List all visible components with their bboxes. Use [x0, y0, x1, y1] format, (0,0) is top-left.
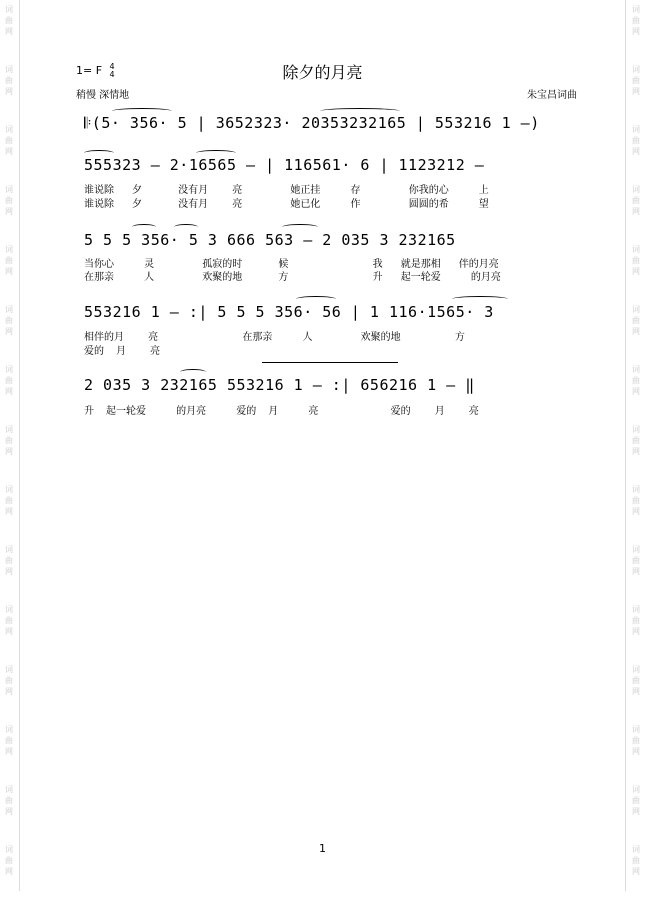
watermark-group: [2, 184, 16, 244]
watermark-char: 网: [632, 867, 640, 876]
watermark-char: 网: [632, 147, 640, 156]
watermark-char: 网: [5, 267, 13, 276]
watermark-group: [2, 124, 16, 184]
watermark-group: [2, 304, 16, 364]
watermark-char: 词: [632, 5, 640, 14]
lyric-row-4-verse-2: 爱的 月 亮: [84, 346, 161, 357]
watermark-group: [629, 304, 643, 364]
watermark-char: 词: [5, 245, 13, 254]
lyric-row-2-verse-2: 谁说除 夕 没有月 亮 她已化 作 圆圆的希 望: [84, 199, 489, 210]
watermark-group: [629, 124, 643, 184]
watermark-group: [629, 4, 643, 64]
watermark-char: 曲: [5, 676, 13, 685]
watermark-char: 网: [5, 207, 13, 216]
watermark-char: 曲: [5, 436, 13, 445]
watermark-char: 词: [632, 125, 640, 134]
slur: [174, 224, 198, 230]
watermark-group: [629, 364, 643, 424]
watermark-char: 网: [632, 27, 640, 36]
watermark-group: [629, 184, 643, 244]
page-number: 1: [319, 842, 326, 855]
watermark-group: [2, 244, 16, 304]
watermark-char: 网: [632, 207, 640, 216]
watermark-char: 词: [632, 665, 640, 674]
watermark-char: 曲: [632, 496, 640, 505]
watermark-char: 曲: [632, 676, 640, 685]
watermark-group: [629, 244, 643, 304]
time-sig-bottom: 4: [109, 70, 115, 79]
watermark-char: 网: [632, 267, 640, 276]
score-row-1: 𝄆(5· 356· 5 | 3652323· 20353232165 | 553216 1 —): [84, 114, 540, 132]
watermark-char: 网: [632, 807, 640, 816]
watermark-char: 曲: [632, 556, 640, 565]
watermark-group: [2, 664, 16, 724]
watermark-char: 网: [5, 327, 13, 336]
volta-bracket: [262, 362, 398, 366]
watermark-char: 曲: [632, 196, 640, 205]
watermark-right: [629, 0, 643, 891]
watermark-char: 网: [5, 147, 13, 156]
watermark-char: 曲: [632, 856, 640, 865]
watermark-char: 曲: [5, 616, 13, 625]
slur: [452, 296, 508, 302]
watermark-char: 曲: [5, 76, 13, 85]
watermark-char: 网: [5, 27, 13, 36]
slur: [196, 150, 236, 156]
watermark-char: 网: [632, 687, 640, 696]
watermark-char: 曲: [632, 436, 640, 445]
watermark-char: 曲: [632, 376, 640, 385]
watermark-char: 曲: [5, 496, 13, 505]
watermark-char: 曲: [632, 316, 640, 325]
watermark-char: 词: [5, 665, 13, 674]
watermark-char: 网: [5, 87, 13, 96]
watermark-char: 词: [5, 845, 13, 854]
watermark-char: 曲: [5, 556, 13, 565]
watermark-char: 网: [5, 687, 13, 696]
watermark-group: [629, 784, 643, 844]
watermark-group: [2, 424, 16, 484]
slur: [84, 150, 114, 156]
watermark-group: [629, 724, 643, 784]
watermark-group: [629, 604, 643, 664]
score-row-3: 5 5 5 356· 5 3 666 563 — 2 035 3 232165: [84, 231, 456, 249]
lyric-row-4-verse-1: 相伴的月 亮 在那亲 人 欢聚的地 方: [84, 332, 465, 343]
watermark-char: 曲: [632, 256, 640, 265]
right-margin-line: [625, 0, 626, 891]
watermark-char: 词: [5, 365, 13, 374]
watermark-left: [2, 0, 16, 891]
watermark-char: 词: [632, 785, 640, 794]
watermark-char: 词: [632, 485, 640, 494]
watermark-char: 曲: [5, 256, 13, 265]
song-title: 除夕的月亮: [282, 63, 363, 82]
watermark-char: 网: [632, 627, 640, 636]
watermark-char: 词: [5, 125, 13, 134]
slur: [112, 108, 172, 114]
watermark-group: [2, 604, 16, 664]
watermark-char: 网: [632, 447, 640, 456]
lyric-row-2-verse-1: 谁说除 夕 没有月 亮 她正挂 存 你我的心 上: [84, 185, 489, 196]
watermark-char: 网: [5, 627, 13, 636]
watermark-char: 词: [5, 65, 13, 74]
watermark-group: [629, 664, 643, 724]
watermark-char: 词: [5, 725, 13, 734]
watermark-char: 词: [632, 725, 640, 734]
lyric-row-3-verse-2: 在那亲 人 欢聚的地 方 升 起一轮爱 的月亮: [84, 272, 501, 283]
watermark-char: 曲: [632, 76, 640, 85]
watermark-group: [629, 484, 643, 544]
watermark-char: 曲: [5, 796, 13, 805]
watermark-char: 词: [632, 65, 640, 74]
score-row-2: 555323 — 2·16565 — | 116561· 6 | 1123212 —: [84, 156, 485, 174]
watermark-char: 网: [5, 747, 13, 756]
watermark-char: 曲: [632, 736, 640, 745]
watermark-char: 曲: [632, 16, 640, 25]
watermark-char: 网: [632, 747, 640, 756]
watermark-char: 曲: [5, 196, 13, 205]
watermark-char: 词: [632, 845, 640, 854]
watermark-char: 词: [632, 605, 640, 614]
lyric-row-5: 升 起一轮爱 的月亮 爱的 月 亮 爱的 月 亮: [84, 406, 479, 417]
watermark-char: 曲: [5, 376, 13, 385]
watermark-char: 网: [5, 447, 13, 456]
slur: [282, 224, 318, 230]
slur: [320, 108, 400, 114]
watermark-char: 网: [5, 387, 13, 396]
watermark-char: 网: [632, 87, 640, 96]
watermark-char: 曲: [632, 796, 640, 805]
slur: [180, 369, 206, 375]
watermark-group: [2, 724, 16, 784]
watermark-group: [2, 484, 16, 544]
watermark-char: 词: [632, 425, 640, 434]
watermark-char: 词: [5, 485, 13, 494]
watermark-char: 词: [5, 605, 13, 614]
watermark-char: 网: [5, 867, 13, 876]
watermark-char: 词: [632, 185, 640, 194]
watermark-group: [629, 544, 643, 604]
watermark-char: 词: [5, 425, 13, 434]
watermark-group: [2, 364, 16, 424]
slur: [296, 296, 336, 302]
watermark-group: [629, 424, 643, 484]
watermark-char: 网: [632, 567, 640, 576]
time-sig-top: 4: [109, 62, 115, 71]
watermark-char: 词: [5, 185, 13, 194]
watermark-char: 曲: [632, 136, 640, 145]
watermark-char: 词: [632, 365, 640, 374]
tempo-marking: 稍慢 深情地: [76, 90, 130, 101]
score-row-4: 553216 1 — :| 5 5 5 356· 56 | 1 116·1565· 3: [84, 303, 494, 321]
watermark-char: 词: [5, 785, 13, 794]
watermark-char: 词: [5, 545, 13, 554]
watermark-char: 词: [632, 245, 640, 254]
watermark-char: 网: [632, 327, 640, 336]
watermark-char: 曲: [5, 136, 13, 145]
watermark-char: 词: [632, 545, 640, 554]
lyric-row-3-verse-1: 当你心 灵 孤寂的时 候 我 就是那相 伴的月亮: [84, 259, 499, 270]
watermark-char: 词: [632, 305, 640, 314]
score-row-5: 2 035 3 232165 553216 1 — :| 656216 1 — ‖: [84, 376, 475, 394]
watermark-char: 曲: [5, 856, 13, 865]
watermark-group: [2, 4, 16, 64]
watermark-char: 曲: [5, 316, 13, 325]
watermark-group: [2, 784, 16, 844]
watermark-char: 网: [5, 807, 13, 816]
watermark-char: 曲: [5, 16, 13, 25]
watermark-char: 网: [632, 387, 640, 396]
watermark-char: 网: [5, 567, 13, 576]
watermark-char: 曲: [5, 736, 13, 745]
watermark-char: 曲: [632, 616, 640, 625]
left-margin-line: [19, 0, 20, 891]
watermark-char: 网: [632, 507, 640, 516]
slur: [132, 224, 156, 230]
composer-credit: 朱宝昌词曲: [527, 90, 577, 101]
key-label: 1= F: [76, 64, 103, 77]
watermark-char: 网: [5, 507, 13, 516]
watermark-group: [2, 544, 16, 604]
watermark-char: 词: [5, 5, 13, 14]
watermark-char: 词: [5, 305, 13, 314]
